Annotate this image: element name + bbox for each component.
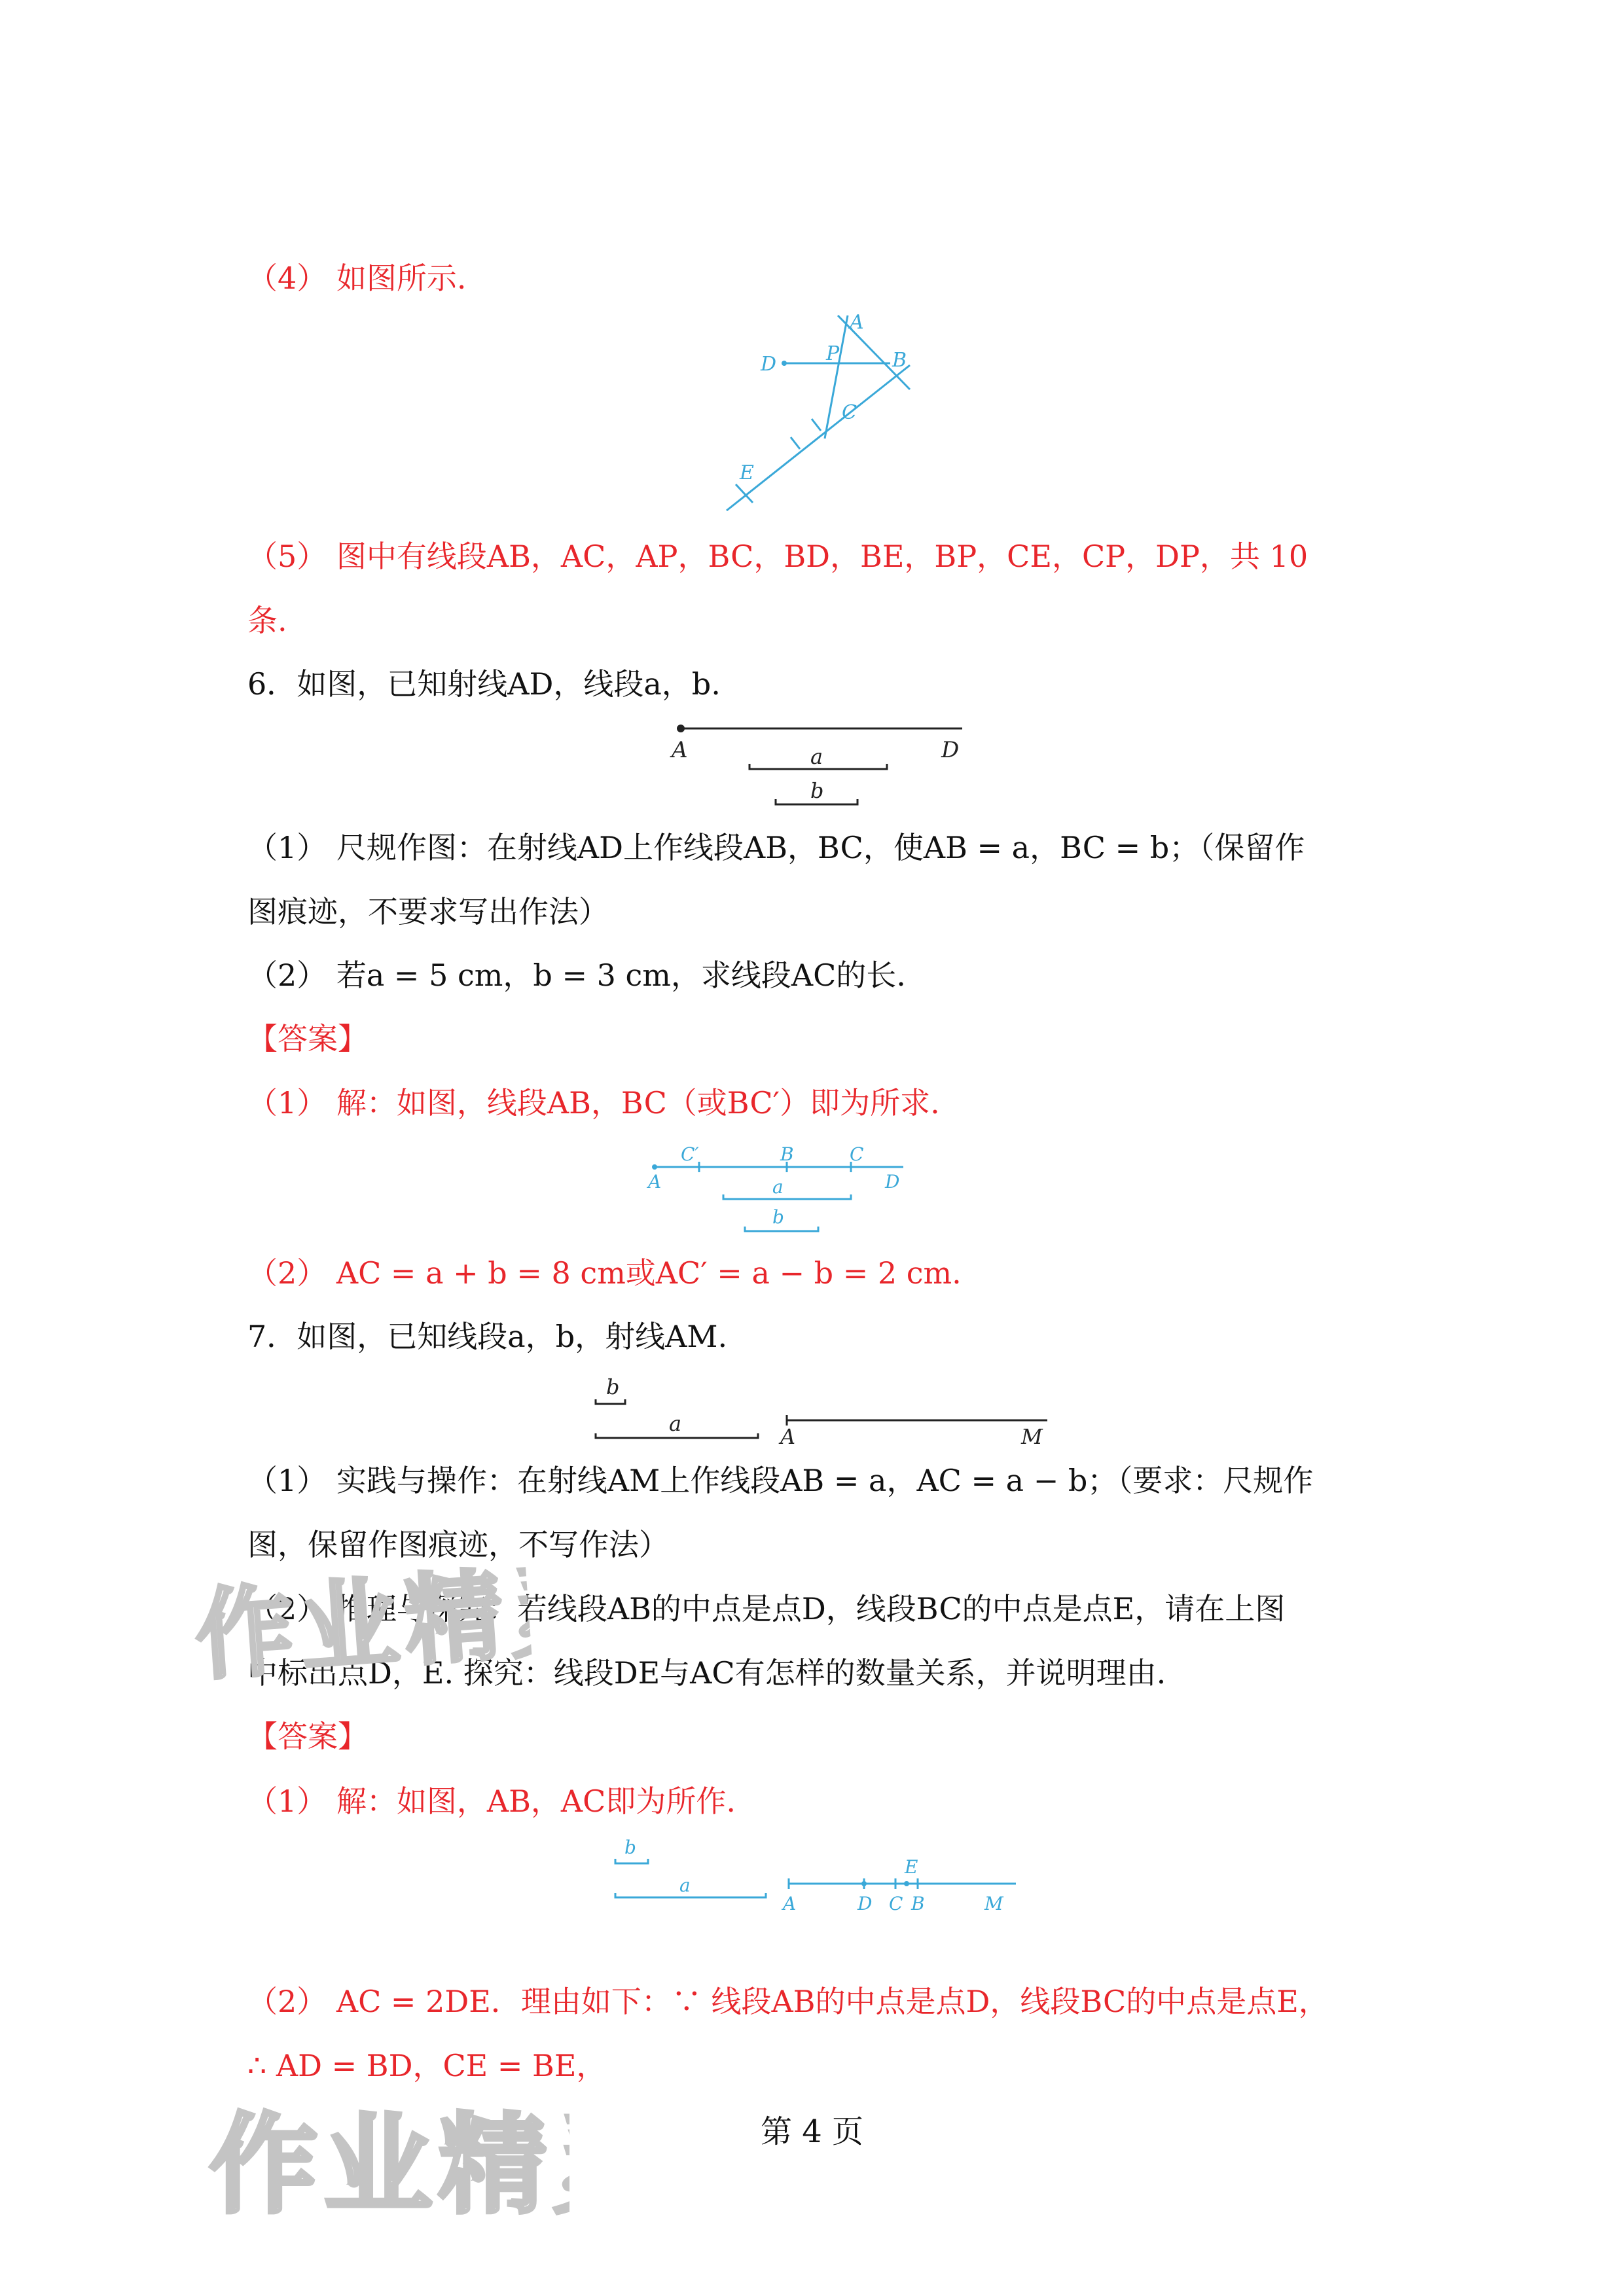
point-label-b: B — [892, 349, 907, 372]
page-number: 第 4 页 — [760, 2113, 864, 2150]
label-b-point: B — [911, 1893, 925, 1914]
answer-part-5-line1: （5） 图中有线段AB，AC，AP，BC，BD，BE，BP，CE，CP，DP，共 10 — [247, 539, 1308, 574]
svg-text:作业精灵: 作业精灵 — [192, 1551, 534, 1695]
figure-ray-am-segments — [576, 1368, 1060, 1446]
point-label-e: E — [740, 461, 754, 484]
label-a-seg: a — [669, 1411, 682, 1436]
point-label-d: D — [761, 353, 777, 376]
question-6-part-2: （2） 若a = 5 cm，b = 3 cm，求线段AC的长. — [247, 958, 906, 993]
label-b: B — [780, 1143, 794, 1165]
question-6: 6．如图，已知射线AD，线段a，b. — [247, 666, 721, 702]
label-m-point: M — [1021, 1424, 1043, 1446]
label-segment-b: b — [810, 778, 824, 803]
answer-label-2: 【答案】 — [247, 1719, 368, 1754]
label-segment-a: a — [810, 744, 823, 769]
question-7: 7．如图，已知线段a，b，射线AM. — [247, 1319, 728, 1354]
figure-construction-abcdep — [720, 308, 929, 517]
question-7-part-2-line1: （2） 推理与探究：若线段AB的中点是点D，线段BC的中点是点E，请在上图 — [247, 1591, 1286, 1626]
figure-ray-ad-segments — [661, 717, 975, 815]
watermark-mid — [185, 1549, 535, 1727]
figure-answer-6 — [641, 1142, 916, 1240]
label-b: b — [624, 1837, 636, 1858]
question-7-part-1-line1: （1） 实践与操作：在射线AM上作线段AB = a，AC = a − b；（要求：尺规作 — [247, 1463, 1314, 1498]
label-c: C — [889, 1893, 903, 1914]
question-7-part-2-line2: 中标出点D，E. 探究：线段DE与AC有怎样的数量关系，并说明理由. — [247, 1655, 1166, 1691]
label-a: A — [783, 1893, 797, 1914]
label-d: D — [857, 1893, 873, 1914]
label-e: E — [905, 1856, 918, 1878]
question-7-part-1-line2: 图，保留作图痕迹，不写作法） — [247, 1527, 669, 1562]
answer-part-4: （4） 如图所示. — [247, 260, 467, 296]
label-c-prime: C′ — [681, 1143, 699, 1165]
label-d: D — [885, 1171, 900, 1193]
label-m: M — [984, 1893, 1003, 1914]
answer-6-part-1: （1） 解：如图，线段AB，BC（或BC′）即为所求. — [247, 1085, 940, 1121]
point-label-a: A — [850, 311, 864, 334]
label-d-point: D — [941, 737, 960, 763]
label-a-point: A — [780, 1424, 796, 1446]
point-label-c: C — [842, 401, 857, 424]
svg-text:作业精灵: 作业精 — [209, 2102, 553, 2228]
point-label-p: P — [826, 342, 840, 365]
answer-7-part-1: （1） 解：如图，AB，AC即为所作. — [247, 1784, 736, 1819]
label-seg-a: a — [772, 1176, 784, 1198]
label-b: b — [606, 1374, 620, 1399]
answer-6-part-2: （2） AC = a + b = 8 cm或AC′ = a − b = 2 cm. — [247, 1255, 962, 1291]
answer-7-part-2-line1: （2） AC = 2DE．理由如下：∵ 线段AB的中点是点D，线段BC的中点是点E， — [247, 1984, 1329, 2019]
label-a: A — [648, 1171, 662, 1193]
label-seg-b: b — [772, 1206, 784, 1228]
label-a-point: A — [672, 737, 688, 763]
figure-answer-7 — [602, 1833, 1034, 1918]
question-6-part-1-line1: （1） 尺规作图：在射线AD上作线段AB，BC，使AB = a，BC = b；（保留作 — [247, 830, 1305, 865]
question-6-part-1-line2: 图痕迹，不要求写出作法） — [247, 894, 609, 929]
answer-7-part-2-line2: ∴ AD = BD，CE = BE， — [247, 2048, 607, 2083]
answer-part-5-line2: 条. — [247, 603, 287, 638]
answer-label: 【答案】 — [247, 1021, 368, 1056]
label-a-seg: a — [679, 1874, 691, 1896]
label-c: C — [850, 1143, 864, 1165]
watermark-mid-glyphs — [185, 1549, 533, 1704]
